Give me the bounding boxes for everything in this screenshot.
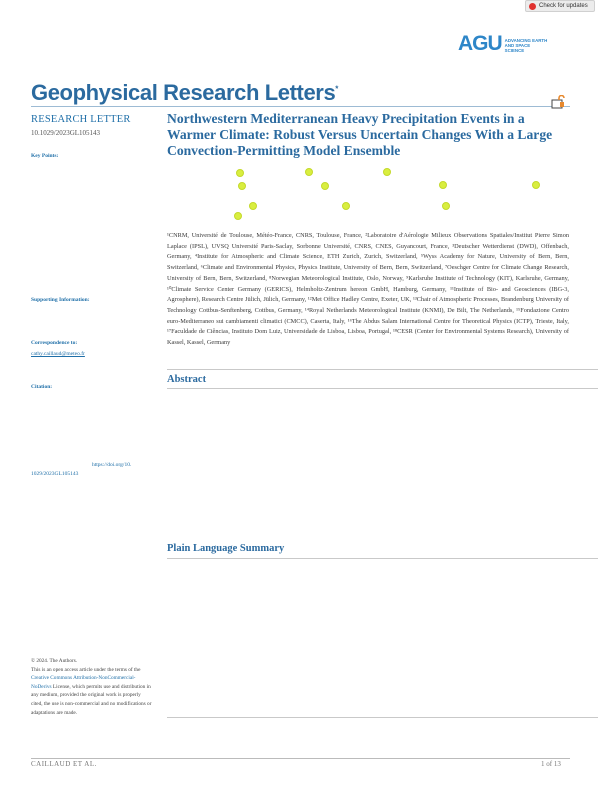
- license-notice: [31, 657, 153, 717]
- journal-trademark: *: [335, 84, 338, 94]
- footer-author: CAILLAUD ET AL.: [31, 760, 97, 768]
- author-marker[interactable]: [321, 182, 329, 190]
- correspondence-email-link[interactable]: cathy.caillaud@meteo.fr: [31, 351, 85, 357]
- footer-page-number: 1 of 13: [541, 760, 561, 768]
- check-for-updates-label: Check for updates: [539, 3, 588, 9]
- author-marker[interactable]: [383, 168, 391, 176]
- footer-divider: [31, 758, 570, 759]
- check-for-updates-button[interactable]: [525, 0, 595, 12]
- license-link[interactable]: Creative Commons Attribution-NonCommercial-NoDerivs: [31, 675, 136, 690]
- copyright-line: © 2024. The Authors.: [31, 658, 78, 664]
- supporting-information-label: Supporting Information:: [31, 297, 90, 303]
- journal-title-text: Geophysical Research Letters: [31, 80, 336, 105]
- update-icon: [529, 3, 536, 10]
- citation-doi-link-part-1[interactable]: https://doi.org/10.: [92, 462, 132, 468]
- author-marker[interactable]: [442, 202, 450, 210]
- agu-logo-subtitle: ADVANCING EARTH AND SPACE SCIENCE: [504, 38, 548, 53]
- open-access-lock-icon[interactable]: [551, 95, 565, 109]
- abstract-heading: Abstract: [167, 374, 207, 385]
- license-text-2: License, which permits use and distribution in any medium, provided the original work is properly cited, the use is non-commercial and no modifications or adaptations are made.: [31, 683, 152, 716]
- author-marker[interactable]: [532, 181, 540, 189]
- paper-title: Northwestern Mediterranean Heavy Precipitation Events in a Warmer Climate: Robust Versus Uncertain Changes With a Large Convection-Permitting Model Ensemble: [167, 111, 553, 158]
- journal-divider: [31, 106, 570, 107]
- citation-doi-link-part-2[interactable]: 1029/2023GL105143: [31, 471, 79, 477]
- author-marker[interactable]: [249, 202, 257, 210]
- article-doi: 10.1029/2023GL105143: [31, 129, 101, 137]
- article-type: RESEARCH LETTER: [31, 114, 131, 125]
- agu-logo-mark: AGU: [458, 32, 502, 55]
- license-text-1: This is an open access article under the terms of the: [31, 666, 141, 673]
- author-marker[interactable]: [342, 202, 350, 210]
- author-marker[interactable]: [236, 169, 244, 177]
- author-marker[interactable]: [234, 212, 242, 220]
- abstract-underline: [167, 388, 598, 389]
- correspondence-label: Correspondence to:: [31, 340, 78, 346]
- author-marker[interactable]: [439, 181, 447, 189]
- author-marker[interactable]: [238, 182, 246, 190]
- citation-label: Citation:: [31, 384, 53, 390]
- author-affiliations: ¹CNRM, Université de Toulouse, Météo-France, CNRS, Toulouse, France, ²Laboratoire d'Aérologie Milieux Observations Spatiales/Institut Pierre Simon Laplace (IPSL), UVSQ Université Paris-Saclay, Sorbonne Université, CNRS, CNES, Guyancourt, France, ³Deutscher Wetterdienst (DWD), Offenbach, Germany, ⁴Institute for Atmospheric and Climate Science, ETH Zurich, Zurich, Switzerland, ⁵Wyss Academy for Nature, University of Bern, Bern, Switzerland, ⁶Climate and Environmental Physics, Physics Institute, University of Bern, Bern, Switzerland, ⁷Oeschger Centre for Climate Change Research, University of Bern, Bern, Switzerland, ⁸Norwegian Meteorological Institute, Oslo, Norway, ⁹Karlsruhe Institute of Technology (KIT), Karlsruhe, Germany, ¹⁰Climate Service Center Germany (GERICS), Helmholtz-Zentrum hereon GmbH, Hamburg, Germany, ¹¹Institute of Bio- and Geosciences (IBG-3, Agrosphere), Research Centre Jülich, Jülich, Germany, ¹²Met Office Hadley Centre, Exeter, UK, ¹³Chair of Atmospheric Processes, Brandenburg University of Technology Cottbus-Senftenberg, Cottbus, Germany, ¹⁴Royal Netherlands Meteorological Institute (KNMI), De Bilt, The Netherlands, ¹⁵Fondazione Centro euro-Mediterraneo sui cambiamenti climatici (CMCC), Caserta, Italy, ¹⁶The Abdus Salam International Centre for Theoretical Physics (ICTP), Trieste, Italy, ¹⁷Faculdade de Ciências, Instituto Dom Luiz, Universidade de Lisboa, Lisboa, Portugal, ¹⁸CESR (Center for Environmental Systems Research), University of Kassel, Kassel, Germany: [167, 232, 569, 347]
- key-points-label: Key Points:: [31, 153, 59, 159]
- plain-language-summary-underline: [167, 558, 598, 559]
- plain-language-summary-heading: Plain Language Summary: [167, 543, 285, 554]
- author-marker[interactable]: [305, 168, 313, 176]
- agu-logo[interactable]: [458, 34, 549, 54]
- content-end-divider: [167, 717, 598, 718]
- abstract-divider: [167, 369, 598, 370]
- journal-title: [31, 80, 338, 106]
